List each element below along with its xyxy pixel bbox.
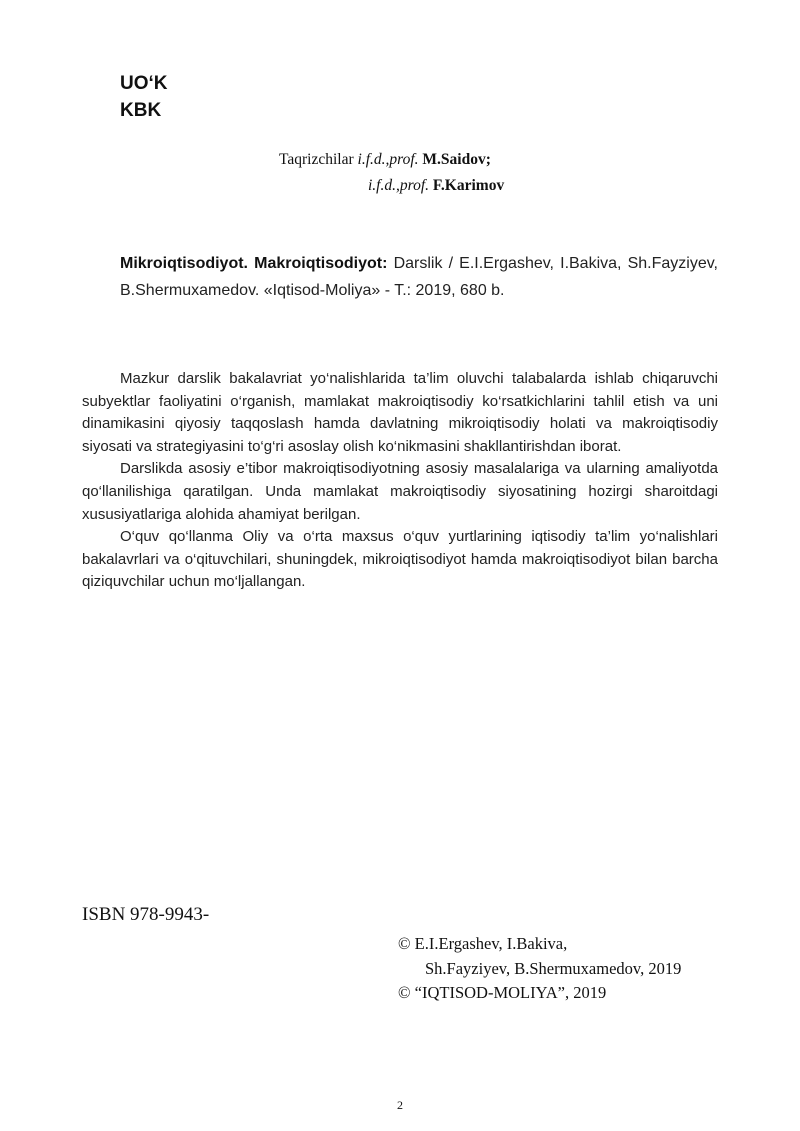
copyright-authors-line-1: © E.I.Ergashev, I.Bakiva, bbox=[398, 934, 568, 953]
book-title: Mikroiqtisodiyot. Makroiqtisodiyot: bbox=[120, 255, 388, 272]
copyright-publisher: © “IQTISOD-MOLIYA”, 2019 bbox=[398, 983, 607, 1002]
reviewer-1-name: M.Saidov; bbox=[422, 151, 491, 168]
reviewer-2-title: i.f.d.,prof. bbox=[368, 177, 430, 194]
kbk-code: KBK bbox=[120, 100, 162, 121]
reviewer-line-1 bbox=[279, 147, 491, 173]
udk-code: UO‘K bbox=[120, 73, 168, 94]
reviewer-1-title: i.f.d.,prof. bbox=[357, 151, 419, 168]
annotation-paragraph-1: Mazkur darslik bakalavriat yo‘nalishlarida ta’lim oluvchi talabalarda ishlab chiqaruvchi subyektlar faoliyatini o‘rganish, mamlakat makroiqtisodiy ko‘rsatkichlarini tahlil etish va uni dinamikasini qiyosiy taqqoslash hamda davlatning mikroiqtisodiy holati va makroiqtisodiy siyosati va strategiyasini to‘g‘ri asoslay olish ko‘nikmasini shakllantirishdan iborat. bbox=[82, 370, 718, 455]
reviewer-2-name: F.Karimov bbox=[432, 177, 505, 194]
copyright-authors-line-2: Sh.Fayziyev, B.Shermuxamedov, 2019 bbox=[425, 958, 682, 978]
classification-codes bbox=[120, 70, 168, 124]
copyright-block bbox=[398, 932, 681, 1006]
isbn: ISBN 978-9943- bbox=[82, 904, 210, 925]
annotation bbox=[82, 368, 718, 594]
reviewer-line-2 bbox=[368, 173, 504, 199]
book-details: Darslik / E.I.Ergashev, I.Bakiva, Sh.Fayziyev, B.Shermuxamedov. «Iqtisod-Moliya» - T.: 2019, 680 b. bbox=[120, 255, 718, 299]
bibliographic-description bbox=[120, 250, 718, 304]
annotation-paragraph-2: Darslikda asosiy e’tibor makroiqtisodiyotning asosiy masalalariga va ularning amaliyotda qo‘llanilishiga qaratilgan. Unda mamlakat makroiqtisodiy siyosatining hozirgi sharoitdagi xususiyatlariga alohida ahamiyat berilgan. bbox=[82, 460, 718, 523]
reviewers-label: Taqrizchilar bbox=[279, 151, 354, 168]
page-number: 2 bbox=[397, 1098, 403, 1112]
annotation-paragraph-3: O‘quv qo‘llanma Oliy va o‘rta maxsus o‘quv yurtlarining iqtisodiy ta’lim yo‘nalishlari bakalavrlari va o‘qituvchilari, shuningdek, mikroiqtisodiyot hamda makroiqtisodiyot bilan barcha qiziquvchilar uchun mo‘ljallangan. bbox=[82, 528, 718, 591]
